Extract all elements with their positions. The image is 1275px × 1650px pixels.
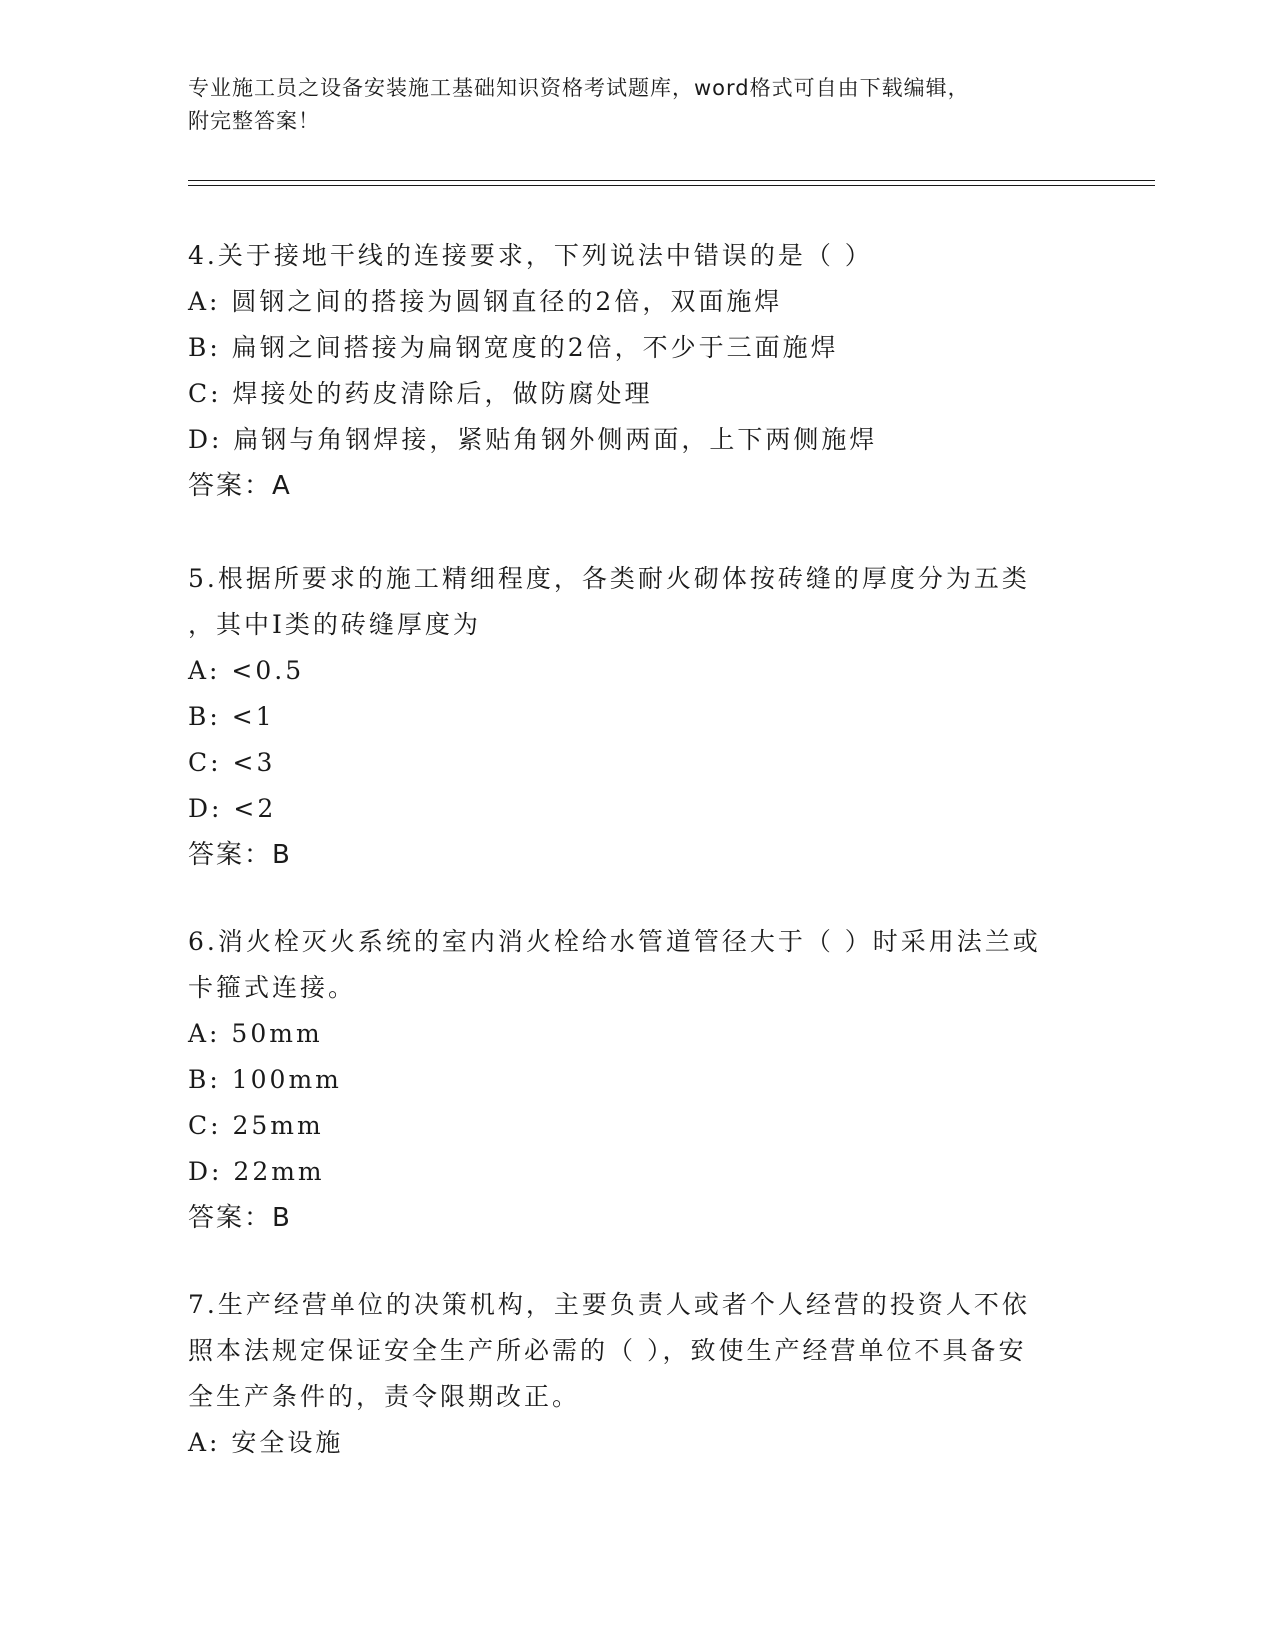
question-stem-line: 7.生产经营单位的决策机构，主要负责人或者个人经营的投资人不依 [188, 1290, 1030, 1319]
question-4 [188, 233, 1088, 509]
header-divider-top [188, 180, 1155, 181]
question-stem-line: 6.消火栓灭火系统的室内消火栓给水管道管径大于（ ）时采用法兰或 [188, 927, 1041, 956]
option-a: A: 安全设施 [188, 1428, 344, 1457]
option-a: A: 圆钢之间的搭接为圆钢直径的2倍，双面施焊 [188, 287, 783, 316]
header-line-2: 附完整答案！ [188, 109, 320, 133]
question-stem-line: ，其中I类的砖缝厚度为 [188, 610, 481, 639]
question-5 [188, 556, 1088, 878]
option-b: B: <1 [188, 702, 275, 731]
question-7 [188, 1282, 1088, 1466]
option-c: C: <3 [188, 748, 276, 777]
option-b: B: 扁钢之间搭接为扁钢宽度的2倍，不少于三面施焊 [188, 333, 839, 362]
header-divider-bottom [188, 185, 1155, 186]
question-stem-line: 照本法规定保证安全生产所必需的（ ），致使生产经营单位不具备安 [188, 1336, 1027, 1365]
question-6 [188, 919, 1088, 1241]
option-b: B: 100mm [188, 1065, 342, 1094]
option-a: A: 50mm [188, 1019, 323, 1048]
answer: 答案：B [188, 1203, 292, 1233]
question-stem-line: 卡箍式连接。 [188, 973, 357, 1002]
document-header [188, 72, 1088, 138]
option-a: A: <0.5 [188, 656, 305, 685]
option-d: D: 扁钢与角钢焊接，紧贴角钢外侧两面，上下两侧施焊 [188, 425, 878, 454]
option-d: D: <2 [188, 794, 277, 823]
answer: 答案：B [188, 840, 292, 870]
question-stem-line: 4.关于接地干线的连接要求，下列说法中错误的是（ ） [188, 241, 873, 270]
option-d: D: 22mm [188, 1157, 325, 1186]
question-stem-line: 全生产条件的，责令限期改正。 [188, 1382, 581, 1411]
option-c: C: 25mm [188, 1111, 324, 1140]
option-c: C: 焊接处的药皮清除后，做防腐处理 [188, 379, 653, 408]
answer: 答案：A [188, 471, 292, 501]
header-line-1: 专业施工员之设备安装施工基础知识资格考试题库，word格式可自由下载编辑， [188, 76, 970, 100]
question-stem-line: 5.根据所要求的施工精细程度，各类耐火砌体按砖缝的厚度分为五类 [188, 564, 1030, 593]
